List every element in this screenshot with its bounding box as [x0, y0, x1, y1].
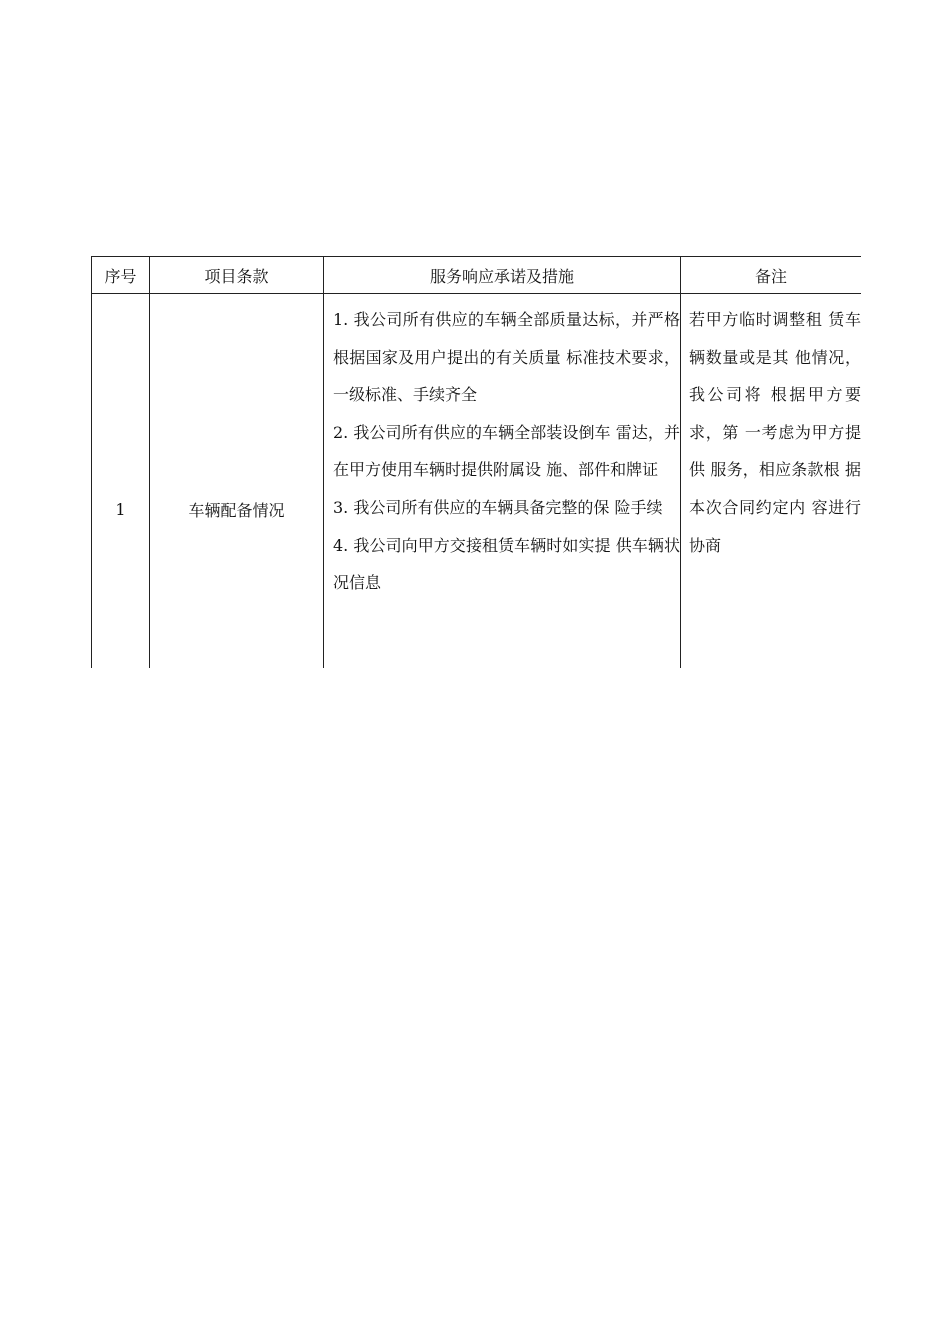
response-paragraph-4: 4. 我公司向甲方交接租赁车辆时如实提 供车辆状况信息 — [333, 535, 680, 593]
response-paragraph-2: 2. 我公司所有供应的车辆全部装设倒车 雷达，并在甲方使用车辆时提供附属设 施、部件和牌证 — [333, 422, 680, 480]
table-header-row — [92, 257, 862, 294]
table-row — [92, 294, 862, 669]
row-response — [324, 294, 681, 669]
header-item: 项目条款 — [150, 257, 324, 294]
service-commitment-table-wrapper — [91, 256, 861, 668]
header-response: 服务响应承诺及措施 — [324, 257, 681, 294]
row-remarks: 若甲方临时调整租 赁车辆数量或是其 他情况，我公司将 根据甲方要求，第 一考虑为甲方提供 服务，相应条款根 据本次合同约定内 容进行协商 — [681, 294, 862, 669]
response-paragraph-1: 1. 我公司所有供应的车辆全部质量达标，并严格根据国家及用户提出的有关质量 标准技术要求，一级标准、手续齐全 — [333, 310, 680, 405]
row-item: 车辆配备情况 — [150, 294, 324, 669]
service-commitment-table — [91, 256, 861, 668]
header-seq: 序号 — [92, 257, 150, 294]
header-remarks: 备注 — [681, 257, 862, 294]
row-seq: 1 — [92, 294, 150, 669]
response-paragraph-3: 3. 我公司所有供应的车辆具备完整的保 险手续 — [333, 497, 663, 517]
